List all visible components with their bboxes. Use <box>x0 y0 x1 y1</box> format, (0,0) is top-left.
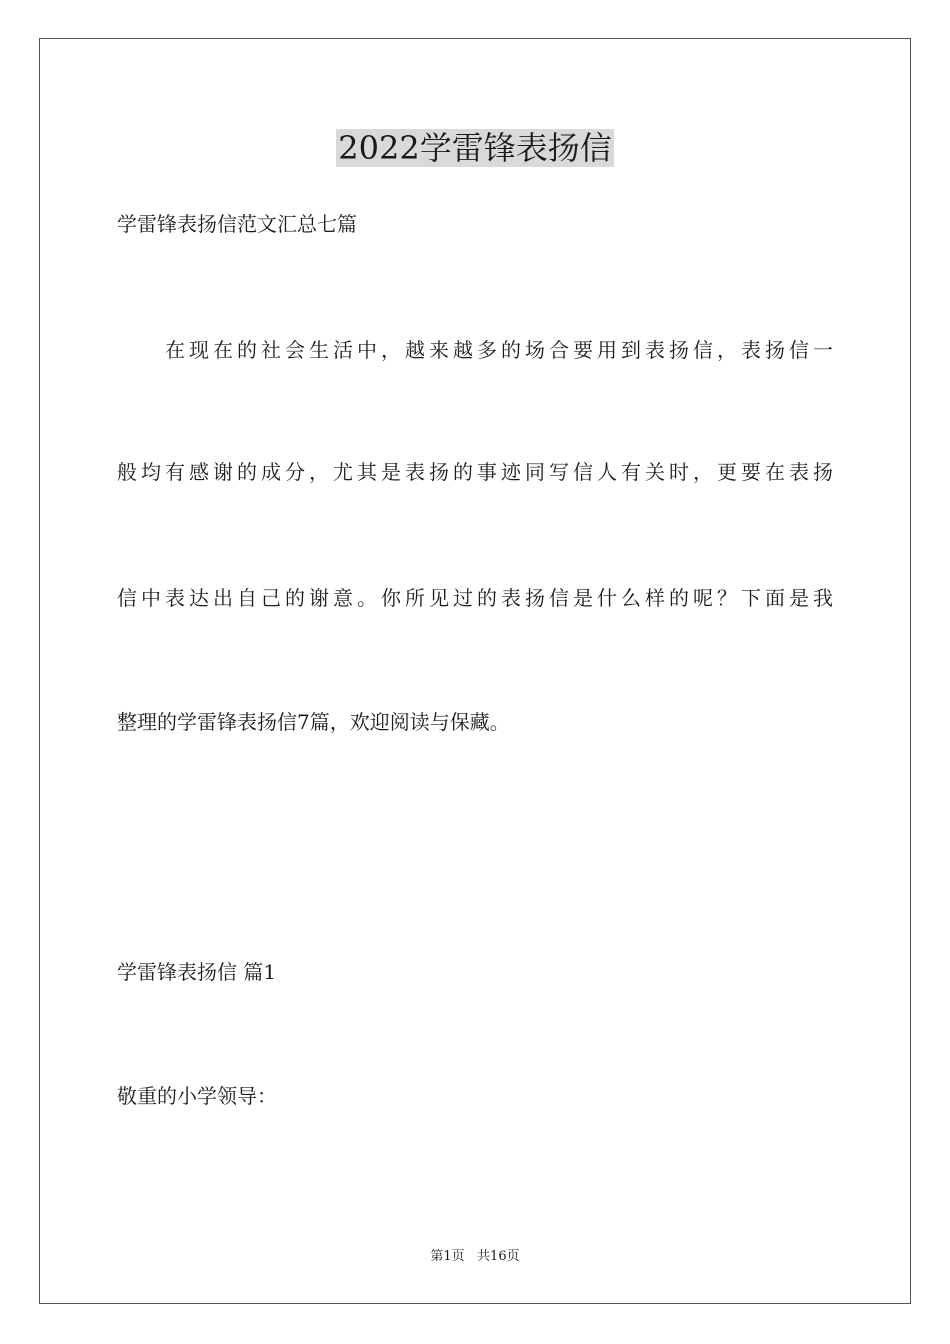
intro-line-4: 整理的学雷锋表扬信7篇，欢迎阅读与保藏。 <box>117 710 510 734</box>
section-heading: 学雷锋表扬信 篇1 <box>117 960 277 984</box>
letter-salutation: 敬重的小学领导： <box>117 1084 277 1108</box>
intro-line-2: 般均有感谢的成分，尤其是表扬的事迹同写信人有关时，更要在表扬 <box>117 460 833 484</box>
intro-line-3: 信中表达出自己的谢意。你所见过的表扬信是什么样的呢？下面是我 <box>117 586 833 610</box>
document-subtitle: 学雷锋表扬信范文汇总七篇 <box>117 212 357 236</box>
document-title-text: 2022学雷锋表扬信 <box>338 129 612 167</box>
intro-line-1: 在现在的社会生活中，越来越多的场合要用到表扬信，表扬信一 <box>117 338 833 362</box>
page-footer: 第1页 共16页 <box>430 1249 520 1264</box>
document-title <box>0 128 950 168</box>
